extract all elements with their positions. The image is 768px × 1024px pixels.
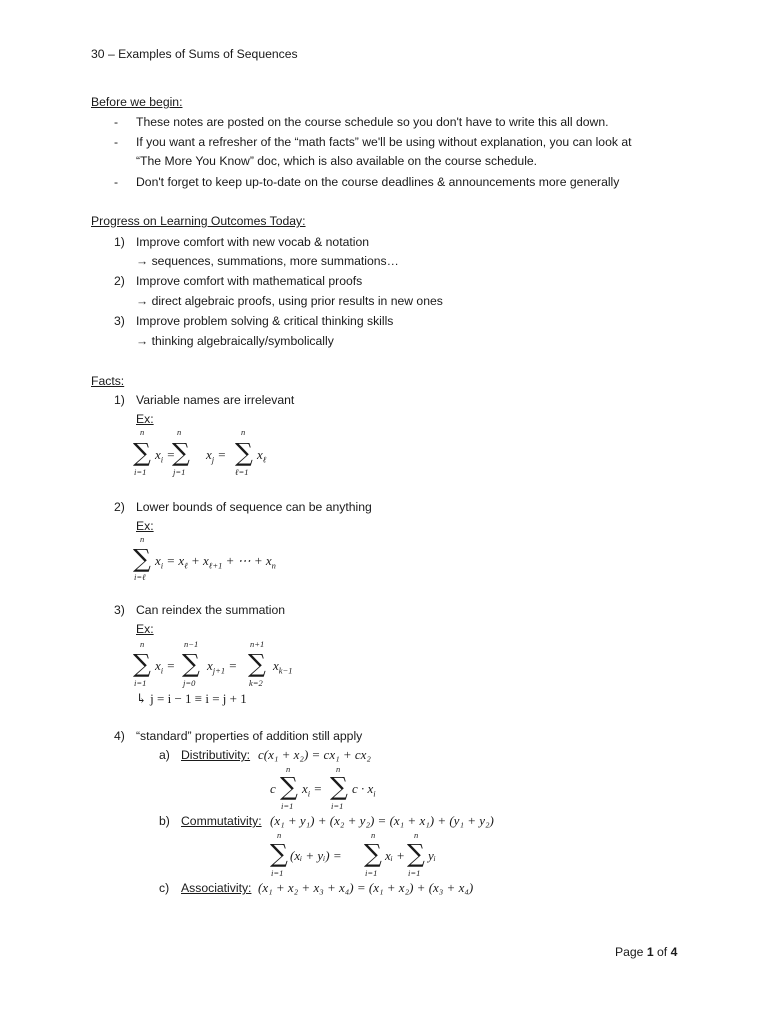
lower-limit: j=1: [173, 467, 186, 477]
fact-1-number: 1): [114, 393, 125, 407]
lower-limit: k=2: [249, 678, 263, 688]
upper-limit: n: [286, 764, 291, 774]
sigma-symbol: ∑: [133, 438, 151, 467]
associativity-expression: (x₁ + x₂ + x₃ + x₄) = (x₁ + x₂) + (x₃ + x₄): [258, 880, 474, 895]
term: c · x: [352, 781, 374, 796]
outcome-3: Improve problem solving & critical thinking skills: [136, 314, 394, 328]
upper-limit: n−1: [184, 639, 199, 649]
sigma-symbol: ∑: [235, 438, 253, 467]
lower-limit: i=1: [365, 868, 378, 878]
fact-4-text: “standard” properties of addition still apply: [136, 729, 363, 743]
sigma-symbol: ∑: [182, 649, 200, 678]
bullet-1: These notes are posted on the course schedule so you don't have to write this all down.: [136, 115, 609, 129]
term: x: [206, 447, 212, 462]
upper-limit: n: [277, 830, 282, 840]
sigma-symbol: ∑: [248, 649, 266, 678]
expansion-term: = x: [166, 553, 185, 568]
fact-1-example-label: Ex:: [136, 412, 154, 426]
sum-term: (xᵢ + yᵢ) =: [290, 848, 342, 863]
sigma-symbol: ∑: [280, 772, 298, 801]
page-number-footer: [615, 946, 677, 958]
bullet-dash: -: [114, 135, 119, 149]
sigma-symbol: ∑: [330, 772, 348, 801]
lower-limit: i=1: [134, 467, 147, 477]
fact-1-text: Variable names are irrelevant: [136, 393, 295, 407]
term: x: [155, 658, 161, 673]
term: x: [155, 447, 161, 462]
lower-limit: ℓ=1: [235, 467, 249, 477]
bullet-2-continued: “The More You Know” doc, which is also available on the course schedule.: [136, 154, 538, 168]
sum-term: xᵢ +: [385, 848, 405, 863]
sigma-symbol: ∑: [407, 839, 425, 868]
constant-c: c: [270, 781, 276, 796]
sigma-symbol: ∑: [364, 839, 382, 868]
equals: =: [313, 781, 323, 796]
page-title: 30 – Examples of Sums of Sequences: [91, 47, 298, 61]
bullet-dash: -: [114, 175, 119, 189]
term: x: [155, 553, 161, 568]
term: x: [273, 658, 279, 673]
lower-limit: j=0: [183, 678, 196, 688]
upper-limit: n: [414, 830, 419, 840]
term: x: [302, 781, 308, 796]
outcome-2-detail: → direct algebraic proofs, using prior results in new ones: [136, 294, 443, 308]
expansion-term: + ⋯ + x: [225, 553, 272, 568]
outcome-3-detail: → thinking algebraically/symbolically: [136, 334, 334, 348]
before-heading: Before we begin:: [91, 95, 183, 109]
lower-limit: i=1: [331, 801, 344, 811]
term-subscript: i: [160, 560, 164, 571]
lower-limit: i=1: [271, 868, 284, 878]
outcome-1-detail: → sequences, summations, more summations…: [136, 254, 399, 268]
fact-2-example-label: Ex:: [136, 519, 154, 533]
expansion-subscript: n: [271, 560, 276, 571]
distributivity-label: Distributivity:: [181, 748, 251, 762]
bullet-dash: -: [114, 115, 119, 129]
term-subscript: i: [160, 665, 164, 676]
lower-limit: i=ℓ: [134, 572, 146, 582]
upper-limit: n: [177, 427, 182, 437]
fact-3-example-label: Ex:: [136, 622, 154, 636]
fact-4-number: 4): [114, 729, 125, 743]
sigma-symbol: ∑: [133, 544, 151, 573]
total-pages: 4: [670, 945, 678, 959]
property-a-letter: a): [159, 748, 170, 762]
term-subscript: ℓ: [262, 454, 267, 465]
expansion-subscript: ℓ+1: [208, 560, 223, 571]
fact-2-number: 2): [114, 500, 125, 514]
commutativity-expression: (x₁ + y₁) + (x₂ + y₂) = (x₁ + x₁) + (y₁ + y₂): [270, 813, 494, 828]
term-subscript: j+1: [212, 665, 226, 676]
current-page: 1: [646, 945, 654, 959]
facts-heading: Facts:: [91, 374, 125, 388]
fact-2-text: Lower bounds of sequence can be anything: [136, 500, 372, 514]
sigma-symbol: ∑: [172, 438, 190, 467]
reindex-note: ↳ j = i − 1 ≡ i = j + 1: [136, 691, 247, 706]
page-prefix: Page: [615, 945, 647, 959]
term-subscript: i: [373, 788, 376, 799]
lower-limit: i=1: [134, 678, 147, 688]
upper-limit: n: [241, 427, 246, 437]
upper-limit: n+1: [250, 639, 265, 649]
term-subscript: j: [211, 454, 215, 465]
outcome-2: Improve comfort with mathematical proofs: [136, 274, 363, 288]
outcome-1-number: 1): [114, 235, 125, 249]
outcome-2-number: 2): [114, 274, 125, 288]
commutativity-label: Commutativity:: [181, 814, 262, 828]
fact-3-number: 3): [114, 603, 125, 617]
bullet-3: Don't forget to keep up-to-date on the course deadlines & announcements more generally: [136, 175, 620, 189]
upper-limit: n: [371, 830, 376, 840]
term-subscript: i: [307, 788, 311, 799]
sigma-symbol: ∑: [270, 839, 288, 868]
outcomes-heading: Progress on Learning Outcomes Today:: [91, 214, 306, 228]
upper-limit: n: [140, 639, 145, 649]
property-b-letter: b): [159, 814, 170, 828]
page-of: of: [653, 945, 671, 959]
upper-limit: n: [336, 764, 341, 774]
expansion-term: + x: [191, 553, 209, 568]
term-subscript: k−1: [278, 665, 293, 676]
term: x: [257, 447, 263, 462]
distributivity-expression: c(x₁ + x₂) = cx₁ + cx₂: [258, 747, 371, 762]
upper-limit: n: [140, 427, 145, 437]
term-subscript: i: [160, 454, 164, 465]
associativity-label: Associativity:: [181, 881, 252, 895]
term: x: [207, 658, 213, 673]
outcome-3-number: 3): [114, 314, 125, 328]
expansion-subscript: ℓ: [184, 560, 188, 571]
document-page: 30 – Examples of Sums of Sequences Before we begin: - These notes are posted on the course schedule so you don't have to write this all down. - If you want a refresher of the “math facts” we'll be using without explanation, you can look at “The More You Know” doc, which is also available on the course schedule. - Don't forget to keep up-to-date on the course deadlines & announcements more generally Progress on Learning Outcomes Today: 1) Improve comfort with new vocab & notation → sequences, summations, more summations… 2) Improve comfort with mathematical proofs → direct algebraic proofs, using prior results in new ones 3) Improve problem solving & critical thinking skills → thinking algebraically/symbolically Facts: 1) Variable names are irrelevant Ex: n ∑ i=1 $x_i$ = n ∑ j=1 $x_j$ = n ∑ ℓ=1 $x_\ell$ 2) Lower bounds of sequence can be anything Ex: n ∑ i=ℓ $x_i = x_\ell + x_{\ell+1}$ + ⋯ + $x_n$ 3) Can reindex the summation Ex: n ∑ i=1 $x_i$ = n−1 ∑ j=0 $x_{j+1}$ = n+1 ∑ k=2 $x_{k-1}$ ↳ j = i − 1 ≡ i = j + 1 4) “standard” properties of addition still apply a) Distributivity: c(x₁ + x₂) = cx₁ + cx₂ c n ∑ i=1 $x_i$ = n ∑ i=1 $c \cdot x_i$ b) Commutativity: (x₁ + y₁) + (x₂ + y₂) = (x₁ + x₁) + (y₁ + y₂) n ∑ i=1 (xᵢ + yᵢ) = n ∑ i=1 xᵢ + n ∑ i=1 yᵢ c) Associativity: (x₁ + x₂ + x₃ + x₄) = (x₁ + x₂) + (x₃ + x₄) Page 1 of 4: [91, 47, 678, 959]
lower-limit: i=1: [281, 801, 294, 811]
sigma-symbol: ∑: [133, 649, 151, 678]
upper-limit: n: [140, 534, 145, 544]
sum-term: yᵢ: [428, 848, 436, 863]
property-c-letter: c): [159, 881, 170, 895]
fact-3-text: Can reindex the summation: [136, 603, 286, 617]
outcome-1: Improve comfort with new vocab & notation: [136, 235, 370, 249]
bullet-2: If you want a refresher of the “math facts” we'll be using without explanation, you can look at: [136, 135, 632, 149]
lower-limit: i=1: [408, 868, 421, 878]
